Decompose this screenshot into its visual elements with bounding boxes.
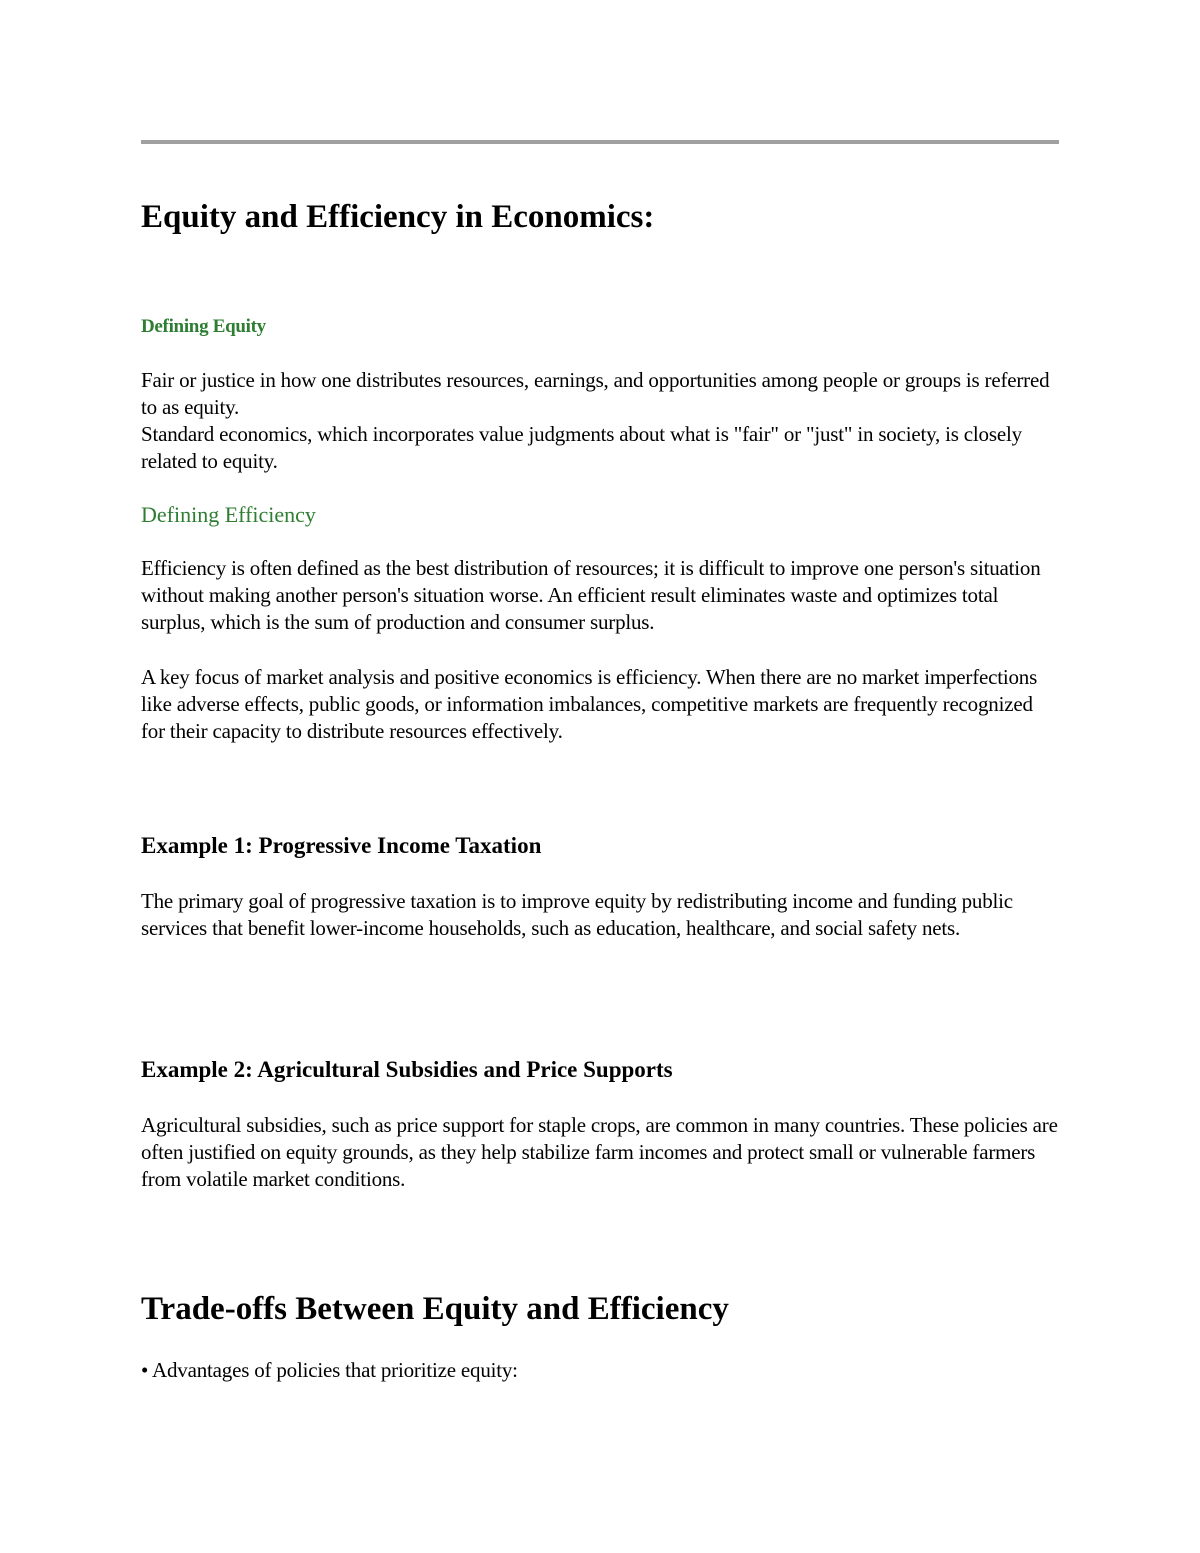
defining-efficiency-paragraph-1: Efficiency is often defined as the best distribution of resources; it is difficult to improve one person's situation without making another person's situation worse. An efficient result eliminates waste and optimizes total surplus, which is the sum of production and consumer surplus. bbox=[141, 556, 1041, 634]
tradeoffs-bullet-1: • Advantages of policies that prioritize equity: bbox=[141, 1358, 518, 1382]
tradeoffs-heading: Trade-offs Between Equity and Efficiency bbox=[141, 1291, 729, 1327]
defining-equity-line-1: Fair or justice in how one distributes resources, earnings, and opportunities among people or groups is referred to as equity. bbox=[141, 368, 1050, 419]
example-2-heading: Example 2: Agricultural Subsidies and Price Supports bbox=[141, 1057, 673, 1082]
defining-equity-paragraph bbox=[141, 367, 1059, 475]
defining-efficiency-heading: Defining Efficiency bbox=[141, 502, 316, 527]
horizontal-rule bbox=[141, 140, 1059, 144]
defining-efficiency-paragraph-2: A key focus of market analysis and positive economics is efficiency. When there are no market imperfections like adverse effects, public goods, or information imbalances, competitive markets are frequently recognized for their capacity to distribute resources effectively. bbox=[141, 665, 1038, 743]
example-1-heading: Example 1: Progressive Income Taxation bbox=[141, 833, 542, 858]
defining-equity-line-2: Standard economics, which incorporates value judgments about what is "fair" or "just" in society, is closely related to equity. bbox=[141, 422, 1022, 473]
example-2-paragraph: Agricultural subsidies, such as price support for staple crops, are common in many countries. These policies are often justified on equity grounds, as they help stabilize farm incomes and protect small or vulnerable farmers from volatile market conditions. bbox=[141, 1113, 1058, 1191]
defining-equity-heading: Defining Equity bbox=[141, 316, 266, 337]
page-title: Equity and Efficiency in Economics: bbox=[141, 199, 655, 235]
example-1-paragraph: The primary goal of progressive taxation is to improve equity by redistributing income and funding public services that benefit lower-income households, such as education, healthcare, and social safety nets. bbox=[141, 889, 1013, 940]
